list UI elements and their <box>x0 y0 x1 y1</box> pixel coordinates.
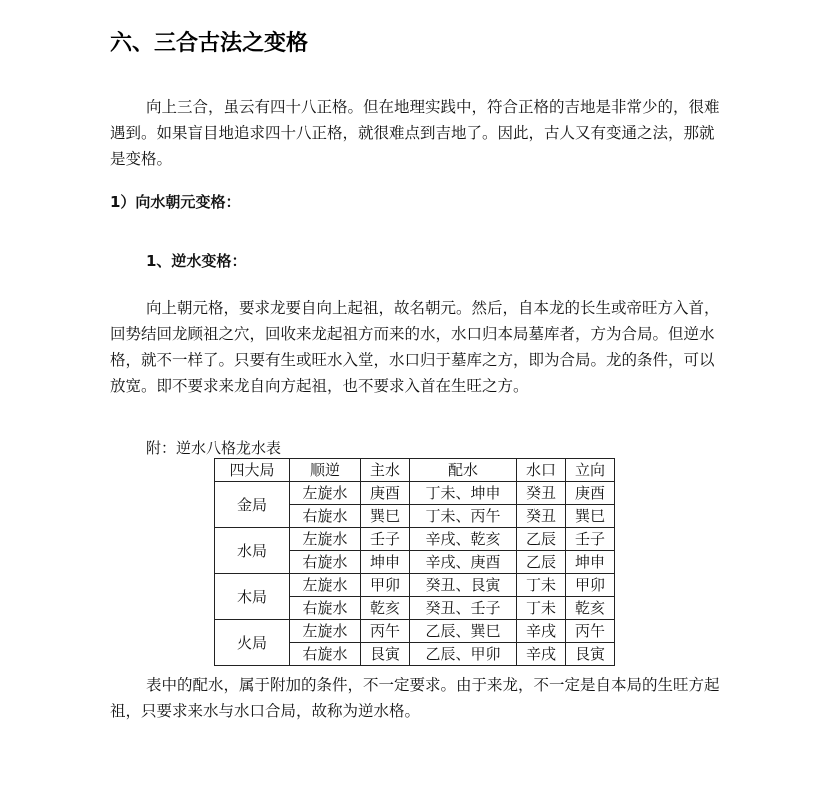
header-cell: 四大局 <box>215 459 290 482</box>
table-cell: 丙午 <box>361 620 410 643</box>
table-cell: 癸丑、壬子 <box>410 597 517 620</box>
water-table <box>214 458 615 666</box>
header-cell: 顺逆 <box>290 459 361 482</box>
table-cell: 癸丑 <box>517 505 566 528</box>
table-cell: 乙辰、甲卯 <box>410 643 517 666</box>
table-cell: 庚酉 <box>361 482 410 505</box>
table-cell: 辛戌 <box>517 643 566 666</box>
subsection-heading: 1、逆水变格： <box>146 252 247 270</box>
table-cell: 丁未 <box>517 574 566 597</box>
table-cell: 乙辰 <box>517 528 566 551</box>
table-cell: 右旋水 <box>290 643 361 666</box>
body-paragraph: 向上朝元格，要求龙要自向上起祖，故名朝元。然后，自本龙的长生或帝旺方入首，回势结回龙顾祖之穴，回收来龙起祖方而来的水，水口归本局墓库者，方为合局。但逆水格，就不一样了。只要有生或旺水入堂，水口归于墓库之方，即为合局。龙的条件，可以放宽。即不要求来龙自向方起祖，也不要求入首在生旺之方。 <box>110 299 720 395</box>
table-cell: 辛戌、庚酉 <box>410 551 517 574</box>
header-cell: 配水 <box>410 459 517 482</box>
table-cell: 乙辰 <box>517 551 566 574</box>
table-cell: 右旋水 <box>290 505 361 528</box>
table-cell: 壬子 <box>361 528 410 551</box>
table-row <box>215 528 615 551</box>
group-cell: 金局 <box>215 482 290 528</box>
table-cell: 艮寅 <box>361 643 410 666</box>
table-cell: 巽巳 <box>566 505 615 528</box>
table-cell: 辛戌、乾亥 <box>410 528 517 551</box>
group-cell: 木局 <box>215 574 290 620</box>
table-row <box>215 574 615 597</box>
header-cell: 水口 <box>517 459 566 482</box>
table-cell: 乾亥 <box>566 597 615 620</box>
group-cell: 火局 <box>215 620 290 666</box>
table-cell: 庚酉 <box>566 482 615 505</box>
table-cell: 甲卯 <box>361 574 410 597</box>
table-row <box>215 482 615 505</box>
header-cell: 主水 <box>361 459 410 482</box>
group-cell: 水局 <box>215 528 290 574</box>
table-header-row <box>215 459 615 482</box>
table-cell: 左旋水 <box>290 620 361 643</box>
table-cell: 左旋水 <box>290 482 361 505</box>
table-cell: 左旋水 <box>290 574 361 597</box>
table-cell: 丁未、丙午 <box>410 505 517 528</box>
header-cell: 立向 <box>566 459 615 482</box>
table-cell: 左旋水 <box>290 528 361 551</box>
table-cell: 丁未 <box>517 597 566 620</box>
table-row <box>215 620 615 643</box>
table-cell: 右旋水 <box>290 597 361 620</box>
section-heading: 1）向水朝元变格： <box>110 193 241 211</box>
after-table-paragraph: 表中的配水，属于附加的条件，不一定要求。由于来龙，不一定是自本局的生旺方起祖，只要求来水与水口合局，故称为逆水格。 <box>110 676 720 720</box>
page-title: 六、三合古法之变格 <box>110 31 309 56</box>
table-cell: 乾亥 <box>361 597 410 620</box>
intro-paragraph: 向上三合，虽云有四十八正格。但在地理实践中，符合正格的吉地是非常少的，很难遇到。如果盲目地追求四十八正格，就很难点到吉地了。因此，古人又有变通之法，那就是变格。 <box>110 98 720 168</box>
table-cell: 坤申 <box>361 551 410 574</box>
table-cell: 艮寅 <box>566 643 615 666</box>
table-cell: 甲卯 <box>566 574 615 597</box>
table-cell: 壬子 <box>566 528 615 551</box>
table-cell: 右旋水 <box>290 551 361 574</box>
table-cell: 癸丑、艮寅 <box>410 574 517 597</box>
table-cell: 乙辰、巽巳 <box>410 620 517 643</box>
table-cell: 巽巳 <box>361 505 410 528</box>
table-cell: 丙午 <box>566 620 615 643</box>
table-caption: 附：逆水八格龙水表 <box>146 439 282 457</box>
table-cell: 坤申 <box>566 551 615 574</box>
table-cell: 辛戌 <box>517 620 566 643</box>
table-cell: 丁未、坤申 <box>410 482 517 505</box>
table-cell: 癸丑 <box>517 482 566 505</box>
